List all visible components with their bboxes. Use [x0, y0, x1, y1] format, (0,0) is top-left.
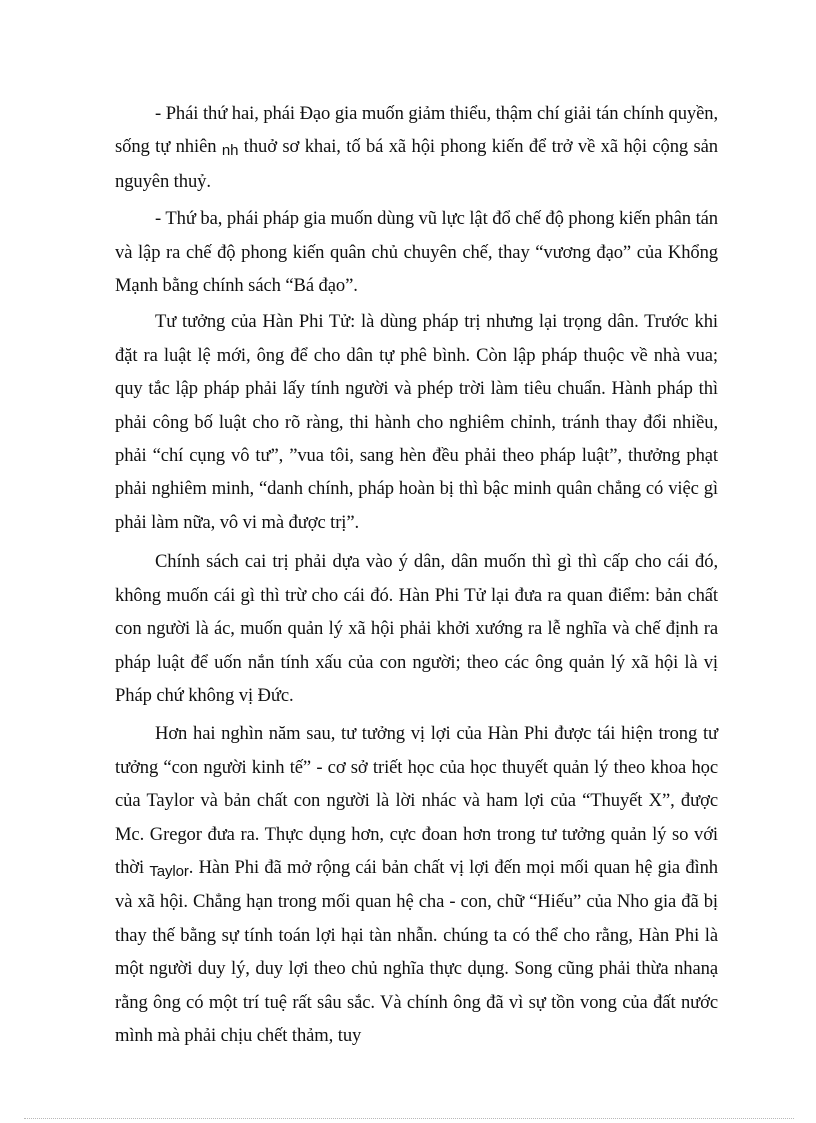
inline-fragment: Taylor	[149, 862, 189, 880]
paragraph-governing-policy: Chính sách cai trị phải dựa vào ý dân, dân muốn thì gì thì cấp cho cái đó, không muốn cái gì thì trừ cho cái đó. Hàn Phi Tử lại đưa ra quan điểm: bản chất con người là ác, muốn quản lý xã hội phải khởi xướng ra lễ nghĩa và chế định ra pháp luật để uốn nắn tính xấu của con người; theo các ông quản lý xã hội là vị Pháp chứ không vị Đức.	[115, 551, 718, 706]
paragraph-text: Hơn hai nghìn năm sau, tư tưởng vị lợi của Hàn Phi được tái hiện trong tư tưởng “con người kinh tế” - cơ sở triết học của học thuyết quản lý theo khoa học của Taylor và bản chất con người là lời nhác và ham lợi của “Thuyết X”, được Mc. Gregor đưa ra. Thực dụng hơn, cực đoan hơn trong tư tưởng quản lý so với thời	[115, 723, 718, 878]
paragraph-text: thuở sơ khai, tố bá xã hội phong kiến để trở về xã hội cộng sản nguyên thuỷ.	[115, 136, 718, 192]
page-bottom-divider	[24, 1118, 794, 1119]
paragraph-text: . Hàn Phi đã mở rộng cái bản chất vị lợi đến mọi mối quan hệ gia đình và xã hội. Chẳng hạn trong mối quan hệ cha - con, chữ “Hiếu” của Nho gia đã bị thay thế bằng sự tính toán lợi hại tàn nhẫn. chúng ta có thể cho rằng, Hàn Phi là một người duy lý, duy lợi theo chủ nghĩa thực dụng. Song cũng phải thừa nhanạ rằng ông có một trí tuệ rất sâu sắc. Và chính ông đã vì sự tồn vong của đất nước mình mà phải chịu chết thảm, tuy	[115, 856, 718, 1046]
paragraph-taylor-comparison	[115, 717, 718, 1052]
paragraph-text: - Phái thứ hai, phái Đạo gia muốn giảm thiểu, thậm chí giải tán chính quyền, sống tự nhiên	[115, 103, 718, 158]
paragraph-daoist-school	[115, 97, 718, 198]
inline-fragment: nh	[221, 142, 239, 160]
paragraph-han-feizi-thought: Tư tưởng của Hàn Phi Tử: là dùng pháp trị nhưng lại trọng dân. Trước khi đặt ra luật lệ mới, ông để cho dân tự phê bình. Còn lập pháp thuộc về nhà vua; quy tắc lập pháp phải lấy tính người và phép trời làm tiêu chuẩn. Hành pháp thì phải công bố luật cho rõ ràng, thi hành cho nghiêm chỉnh, tránh thay đổi nhiều, phải “chí cụng vô tư”, ”vua tôi, sang hèn đều phải theo pháp luật”, thưởng phạt phải nghiêm minh, “danh chính, pháp hoàn bị thì bậc minh quân chẳng có việc gì phải làm nữa, vô vi mà được trị”.	[115, 311, 718, 533]
paragraph-legalist-school: - Thứ ba, phái pháp gia muốn dùng vũ lực lật đổ chế độ phong kiến phân tán và lập ra chế độ phong kiến quân chủ chuyên chế, thay “vương đạo” của Khổng Mạnh bằng chính sách “Bá đạo”.	[115, 208, 718, 297]
document-body	[115, 97, 718, 1052]
